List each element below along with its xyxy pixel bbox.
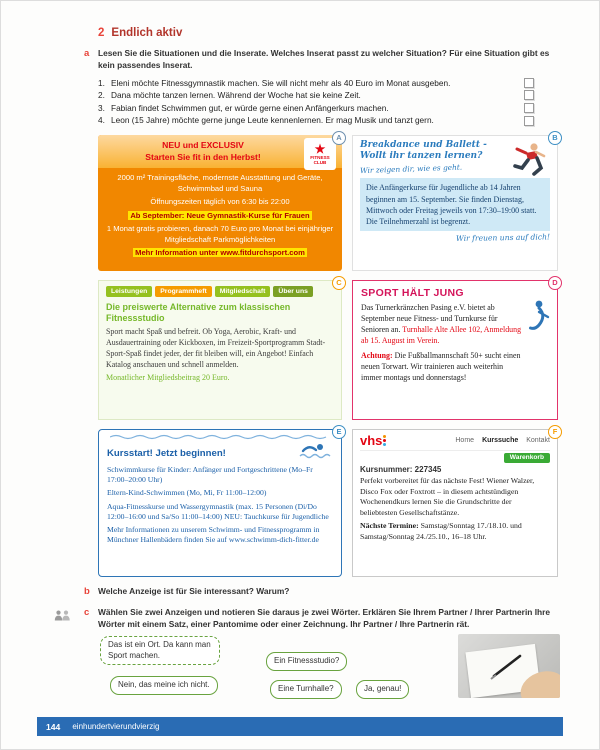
ads-grid xyxy=(98,132,560,577)
ad-f-dates xyxy=(360,521,550,542)
nav-kontakt: Kontakt xyxy=(526,436,550,444)
ad-d-text1: Das Turnerkränzchen Pasing e.V. bietet ab September neue Fitness- und Turnkurse für Senioren an. xyxy=(361,302,498,335)
ad-c-price-line: Monatlicher Mitgliedsbeitrag 20 Euro. xyxy=(106,373,230,383)
situation-row xyxy=(98,89,560,102)
ad-f-body: Perfekt vorbereitet für das nächste Fest! Wiener Walzer, Disco Fox oder Foxtrott – in diesem achtstündigen Wochenendkurs lernen Sie die Grundschritte der beliebtesten Gesellschaftstänze. xyxy=(360,475,535,517)
answer-checkbox-2[interactable] xyxy=(524,90,534,100)
tab-mitgliedschaft: Mitgliedschaft xyxy=(215,286,271,297)
ad-c-tab-bar xyxy=(106,286,334,297)
ad-e-line3: Aqua-Fitnesskurse und Wassergymnastik (max. 15 Personen (Di/Do 12:00–16:00 und Sa/So 11:00–14:00) NEU: Tauchkurse für Jugendliche xyxy=(107,501,329,521)
task-b xyxy=(84,585,560,598)
ad-e-cell xyxy=(98,426,342,577)
logo-text-line1: FITNESS xyxy=(310,154,330,160)
gymnast-icon xyxy=(527,299,551,338)
ad-f-vhs-tanzkurs xyxy=(352,429,558,577)
ad-b-handwritten-sub: Wir zeigen dir, wie es geht. xyxy=(359,162,463,176)
ad-a-headline2: Starten Sie fit in den Herbst! xyxy=(145,151,261,162)
speech-bubble-3: Nein, das meine ich nicht. xyxy=(110,676,218,694)
task-c xyxy=(84,606,560,631)
ad-label-e: E xyxy=(332,425,346,439)
situation-number: 3. xyxy=(98,102,105,113)
answer-checkbox-4[interactable] xyxy=(524,116,534,126)
ad-b-cell xyxy=(352,132,558,271)
situation-text: Fabian findet Schwimmen gut, er würde gerne einen Anfängerkurs machen. xyxy=(111,102,389,113)
answer-checkbox-1[interactable] xyxy=(524,78,534,88)
ad-f-course-number: Kursnummer: 227345 xyxy=(360,464,442,474)
tab-programmheft: Programmheft xyxy=(155,286,211,297)
situation-list xyxy=(98,77,560,127)
ad-f-cell xyxy=(352,426,558,577)
tab-leistungen: Leistungen xyxy=(106,286,152,297)
task-a-label: a xyxy=(84,48,90,59)
task-c-label: c xyxy=(84,606,90,618)
situation-text: Leon (15 Jahre) möchte gerne junge Leute kennenlernen. Er mag Musik und tanzt gern. xyxy=(111,115,434,126)
ad-d-address: Turnhalle Alte Allee 102, Anmeldung ab 15. August im Verein. xyxy=(361,325,522,346)
logo-text-line2: CLUB xyxy=(313,159,327,165)
ad-c-heading: Die preiswerte Alternative zum klassischen Fitnessstudio xyxy=(106,301,291,324)
ad-a-text3: 1 Monat gratis probieren, danach 70 Euro pro Monat bei einjähriger Mitgliedschaft Parkmöglichkeiten xyxy=(106,224,334,244)
ad-e-schwimmkurse xyxy=(98,429,342,577)
ad-e-line1: Schwimmkurse für Kinder: Anfänger und Fortgeschrittene (Mo–Fr 17:00–20:00 Uhr) xyxy=(107,464,313,485)
ad-a-headline1: NEU und EXCLUSIV xyxy=(162,139,244,150)
ad-label-c: C xyxy=(332,276,346,290)
star-icon: ★ xyxy=(314,141,326,156)
situation-number: 4. xyxy=(98,115,105,126)
page-number: 144 xyxy=(46,721,61,732)
partner-work-icon xyxy=(54,608,71,626)
ad-d-text2: Die Fußballmannschaft 50+ sucht einen neuen Torwart. Wir trainieren auch weiterhin immer montags und donnerstags! xyxy=(361,351,521,383)
situation-row xyxy=(98,77,560,90)
ad-d-attention-label: Achtung: xyxy=(361,351,393,361)
ad-label-b: B xyxy=(548,131,562,145)
section-number: 2 xyxy=(98,27,105,39)
ad-b-dance-course xyxy=(352,135,558,271)
pen-icon xyxy=(488,650,528,680)
speech-bubble-4: Eine Turnhalle? xyxy=(270,680,342,698)
situation-row xyxy=(98,114,560,127)
page-footer xyxy=(37,717,563,736)
ad-a-cell xyxy=(98,132,342,271)
ad-label-d: D xyxy=(548,276,562,290)
writing-hand-photo xyxy=(458,634,560,698)
task-b-instruction: Welche Anzeige ist für Sie interessant? Warum? xyxy=(98,585,290,596)
swimmer-icon xyxy=(299,442,333,465)
section-title: Endlich aktiv xyxy=(111,27,183,39)
breakdancer-icon xyxy=(511,141,547,184)
section-header xyxy=(98,27,560,39)
ad-d-heading: SPORT HÄLT JUNG xyxy=(361,286,464,299)
ad-f-dates-label: Nächste Termine: xyxy=(360,521,419,531)
nav-kurssuche: Kurssuche xyxy=(482,436,519,444)
ad-b-handwritten-headline: Breakdance und Ballett - Wollt ihr tanzen lernen? xyxy=(360,139,487,162)
situation-number: 2. xyxy=(98,90,105,101)
tab-ueber-uns: Über uns xyxy=(273,286,312,297)
warenkorb-button: Warenkorb xyxy=(504,453,550,463)
speech-bubble-2: Ein Fitnessstudio? xyxy=(266,652,347,670)
ad-e-heading: Kursstart! Jetzt beginnen! xyxy=(107,447,226,459)
wave-decoration xyxy=(110,434,330,440)
ad-a-text2: Öffnungszeiten täglich von 6:30 bis 22:00 xyxy=(150,197,290,207)
task-b-label: b xyxy=(84,585,90,597)
ad-e-website-line: Mehr Informationen zu unserem Schwimm- und Fitnessprogramm in Münchner Hallenbädern finden Sie auf www.schwimm-dich-fitter.de xyxy=(107,525,320,545)
vhs-nav xyxy=(455,437,550,444)
dialogue-example xyxy=(98,636,560,716)
ad-d-body xyxy=(361,302,549,383)
vhs-logo-text: vhs xyxy=(360,432,383,448)
ad-b-info-box: Die Anfängerkurse für Jugendliche ab 14 Jahren beginnen am 15. September. Sie finden Dienstag, Mittwoch oder Freitag jeweils von 17:30–19:00 statt. Die Teilnehmerzahl ist begrenzt. xyxy=(360,178,550,230)
vhs-logo xyxy=(360,434,386,447)
ad-a-body xyxy=(98,168,342,266)
situation-text: Eleni möchte Fitnessgymnastik machen. Sie will nicht mehr als 40 Euro im Monat ausgeben. xyxy=(111,77,451,88)
ad-a-fitness-club xyxy=(98,135,342,271)
task-c-instruction: Wählen Sie zwei Anzeigen und notieren Sie daraus je zwei Wörter. Erklären Sie Ihrem Partner / Ihrer Partnerin Ihre Wörter mit einem Satz, einer Pantomime oder einer Zeichnung. Ihr Partner / Ihre Partnerin rät. xyxy=(98,606,551,629)
ad-label-a: A xyxy=(332,131,346,145)
ad-b-handwritten-closing: Wir freuen uns auf dich! xyxy=(455,231,551,243)
page-number-word: einhundertvierundvierzig xyxy=(72,722,160,731)
nav-home: Home xyxy=(455,436,475,444)
ad-f-dates-text: Samstag/Sonntag 17./18.10. und Samstag/Sonntag 24./25.10., 16–18 Uhr. xyxy=(360,521,522,541)
ad-e-line2: Eltern-Kind-Schwimmen (Mo, Mi, Fr 11:00–12:00) xyxy=(107,488,267,498)
ad-a-website-link: Mehr Information unter www.fitdurchsport.com xyxy=(135,247,305,257)
ad-a-highlight1: Ab September: Neue Gymnastik-Kurse für Frauen xyxy=(130,210,310,220)
fitness-club-logo xyxy=(304,138,336,170)
situation-row xyxy=(98,102,560,115)
answer-checkbox-3[interactable] xyxy=(524,103,534,113)
vhs-logo-dots-icon xyxy=(383,435,386,446)
ad-c-stadt-sport-spass xyxy=(98,280,342,420)
ad-a-header xyxy=(98,135,342,168)
situation-text: Dana möchte tanzen lernen. Während der Woche hat sie keine Zeit. xyxy=(111,90,361,101)
ad-a-text1: 2000 m² Trainingsfläche, modernste Ausstattung und Geräte, Schwimmbad und Sauna xyxy=(117,173,323,193)
situation-number: 1. xyxy=(98,77,105,88)
vhs-site-header xyxy=(360,434,550,451)
task-a-instruction: Lesen Sie die Situationen und die Inserate. Welches Inserat passt zu welcher Situation? Für eine Situation gibt es kein passendes Inserat. xyxy=(98,48,550,70)
task-a xyxy=(84,48,560,127)
ad-label-f: F xyxy=(548,425,562,439)
ad-d-cell xyxy=(352,277,558,420)
ad-c-cell xyxy=(98,277,342,420)
ad-d-turnverein xyxy=(352,280,558,420)
speech-bubble-1: Das ist ein Ort. Da kann man Sport machen. xyxy=(100,636,220,665)
speech-bubble-5: Ja, genau! xyxy=(356,680,409,698)
ad-c-body: Sport macht Spaß und befreit. Ob Yoga, Aerobic, Kraft- und Ausdauertraining oder Kickboxen, im Freizeit-Sportprogramm Stadt-Sport-Spaß findet jeder, der fit bleiben will, ein Angebot! Einfach Katalog anschauen und schnell anmelden. xyxy=(106,327,326,369)
